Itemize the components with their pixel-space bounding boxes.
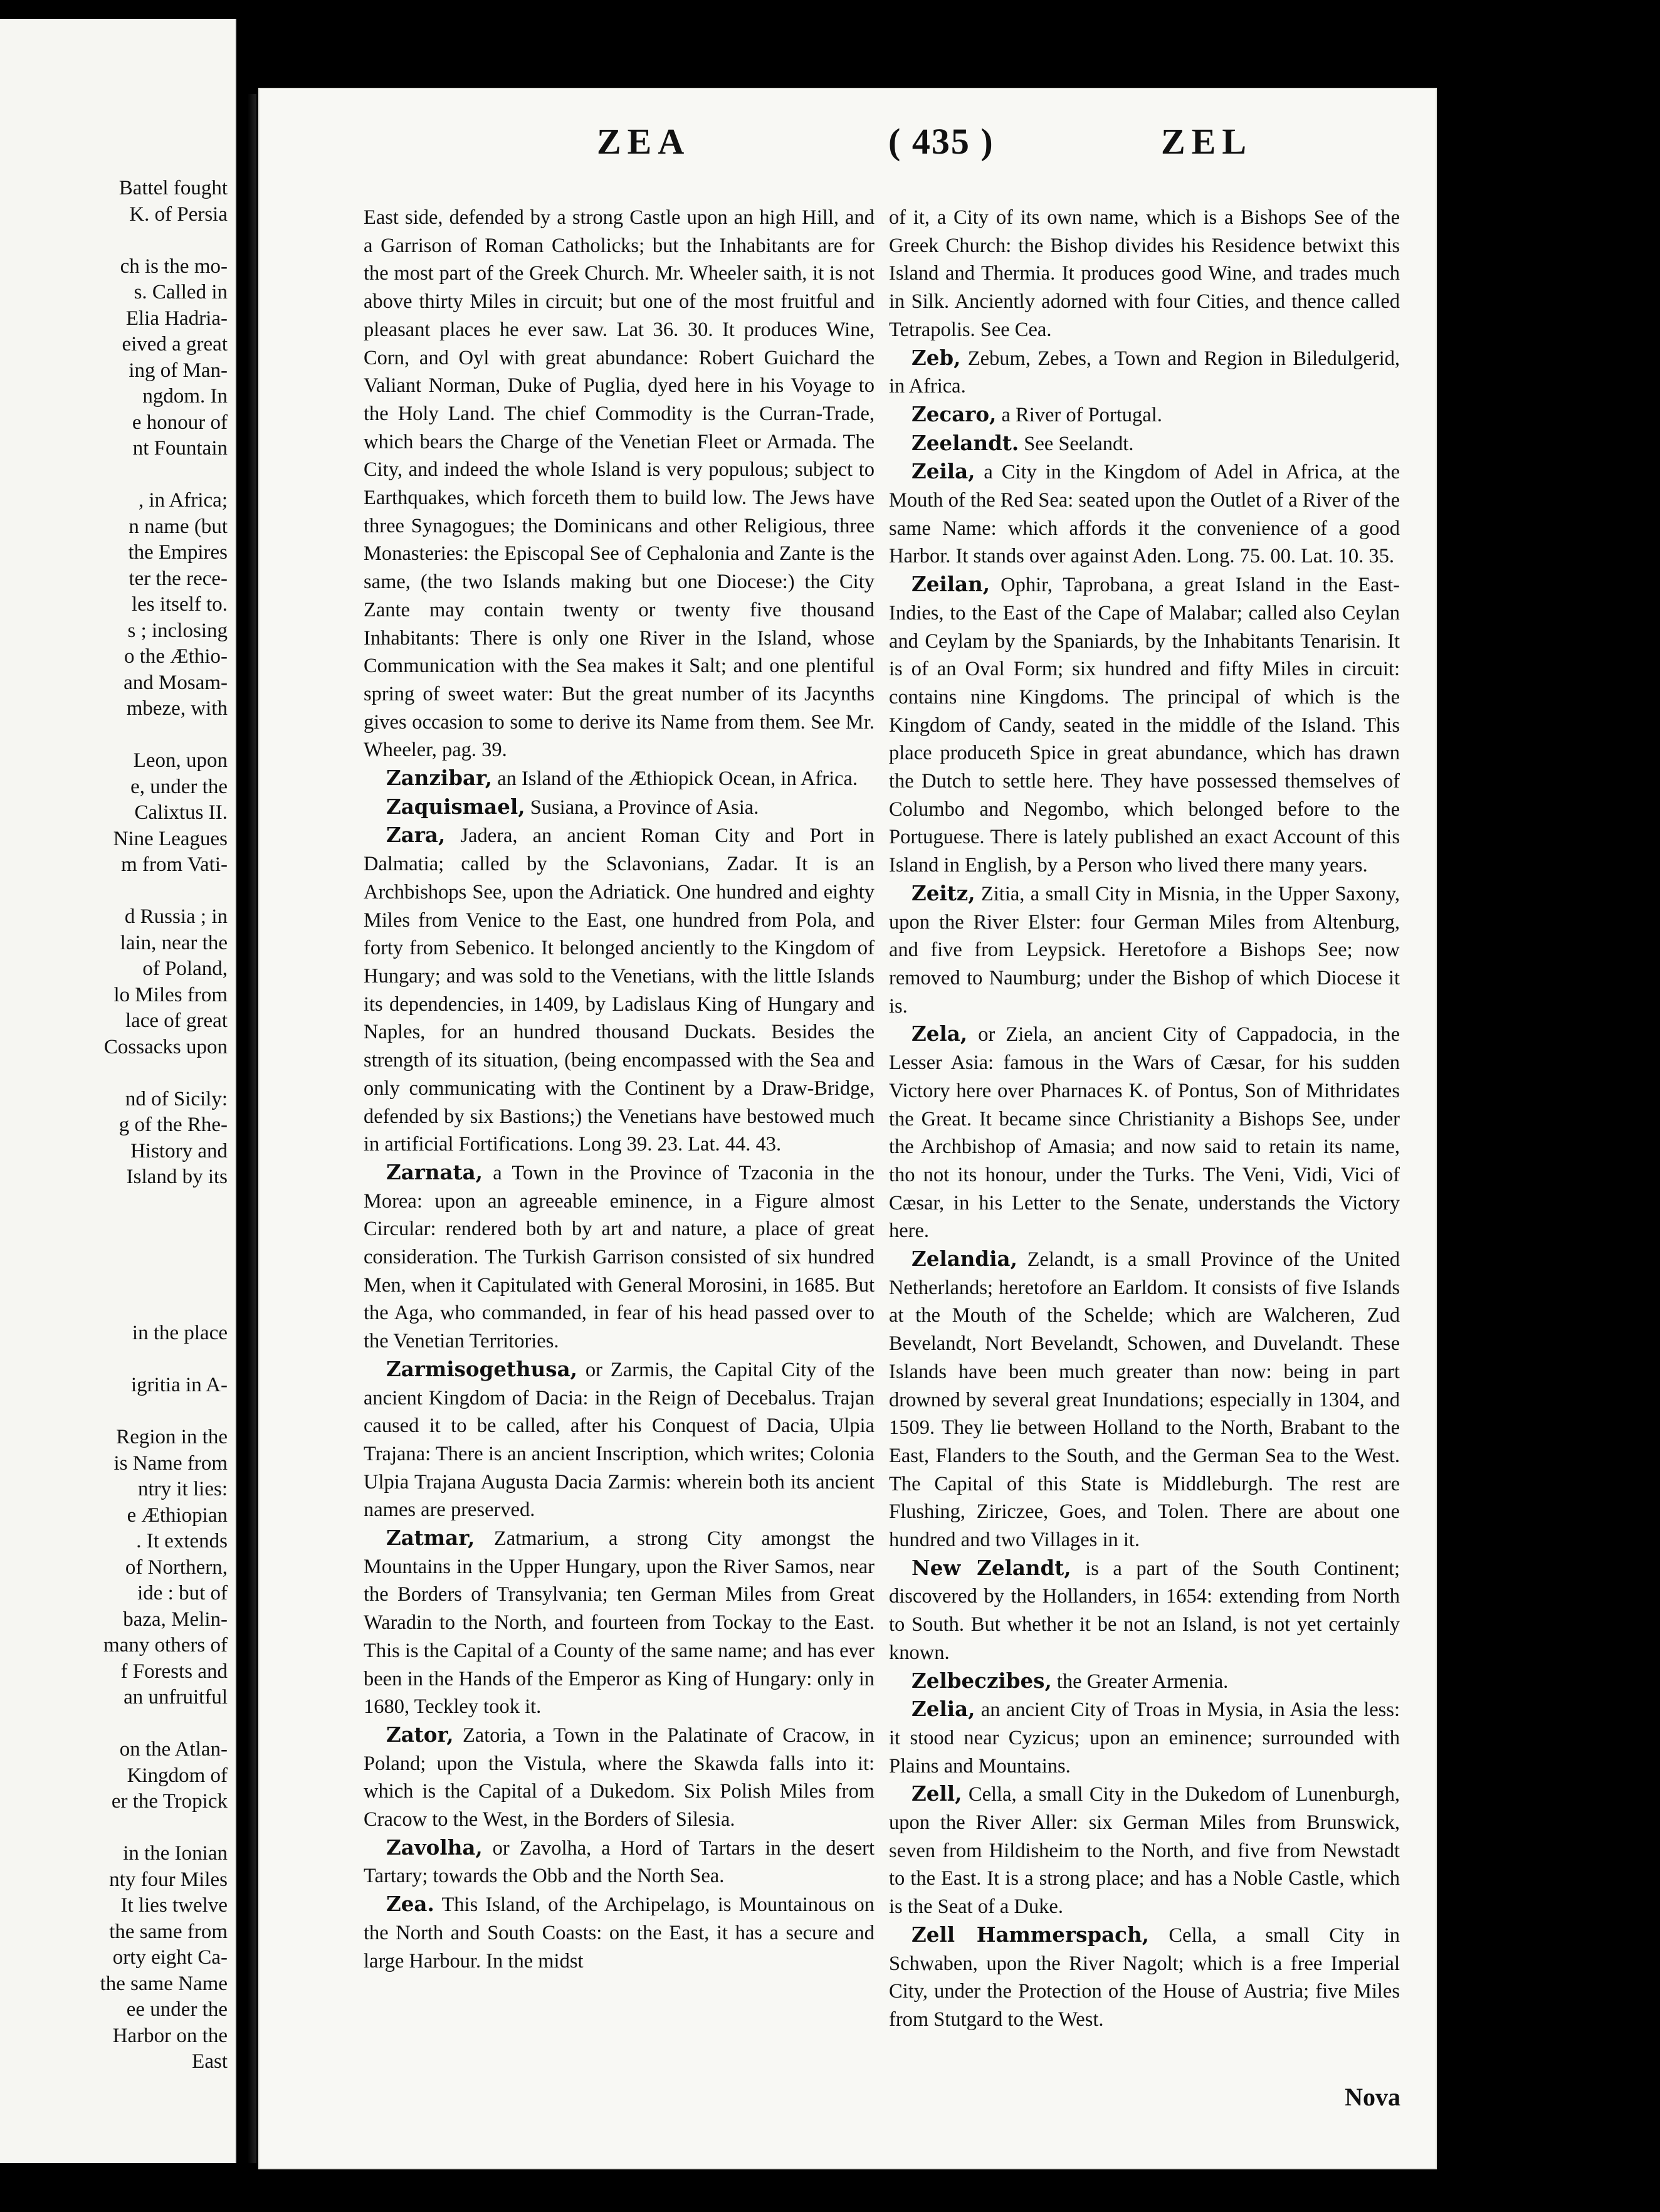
entry-headword: Zarmisogethusa, bbox=[386, 1356, 577, 1381]
entry-headword: Zara, bbox=[386, 823, 446, 848]
entry-text: Ophir, Taprobana, a great Island in the East-Indies, to the East of the Cape of Malabar; called also Ceylan and Ceylam by the Spaniards, by the Inhabitants Tenarisin. It is of an Oval Form; six hundred and fifty Miles in circuit: contains nine Kingdoms. The principal of which is the Kingdom of Candy, seated in the middle of the Island. This place produceth Spice in great abundance, which has drawn the Dutch to settle here. They have possessed themselves of Columbo and Negombo, which belonged before to the Portuguese. There is lately published an exact Account of this Island in English, by a Person who lived there many years. bbox=[889, 574, 1400, 877]
left-page-line: e, under the bbox=[130, 775, 228, 798]
entry bbox=[364, 204, 875, 764]
entry-headword: Zeelandt. bbox=[911, 430, 1019, 455]
entry-text: Cella, a small City in Schwaben, upon the River Nagolt; which is a free Imperial City, under the Protection of the House of Austria; five Miles from Stutgard to the West. bbox=[889, 1924, 1400, 2031]
entry-text: Jadera, an ancient Roman City and Port in Dalmatia; called by the Sclavonians, Zadar. It is an Archbishops See, upon the Adriatick. One hundred and eighty Miles from Venice to the East, one hundred from Pola, and forty from Sebenico. It belonged anciently to the Kingdom of Hungary; and was sold to the Venetians, with the little Islands its dependencies, in 1409, by Ladislaus King of Hungary and Naples, for an hundred thousand Duckats. Besides the strength of its situation, (being encompassed with the Sea and only communicating with the Continent by a Draw-Bridge, defended by six Bastions;) the Venetians have bestowed much in artificial Fortifications. Long 39. 23. Lat. 44. 43. bbox=[364, 824, 875, 1156]
left-page-line: s ; inclosing bbox=[127, 619, 228, 642]
entry-headword: Zatmar, bbox=[386, 1525, 475, 1551]
left-page-line: Nine Leagues bbox=[113, 827, 228, 850]
left-page-line: ide : but of bbox=[137, 1582, 228, 1604]
entry-text: a Town in the Province of Tzaconia in the Morea: upon an agreeable eminence, in a Figure almost Circular: rendered both by art and nature, a place of great consideration. The Turkish Garrison consisted of six hundred Men, when it Capitulated with General Morosini, in 1685. But the Aga, who commanded, in fear of his head passed over to the Venetian Territories. bbox=[364, 1161, 875, 1353]
left-page-line: er the Tropick bbox=[111, 1790, 228, 1813]
header-left: ZEA bbox=[597, 121, 691, 162]
left-page-line: K. of Persia bbox=[129, 203, 228, 226]
catchword: Nova bbox=[1345, 2083, 1400, 2111]
left-page-line: the same from bbox=[109, 1920, 228, 1943]
entry-headword: Zeitz, bbox=[911, 880, 975, 905]
entry-text: Zatmarium, a strong City amongst the Mountains in the Upper Hungary, upon the River Samos, near the Borders of Transylvania; ten German Miles from Great Waradin to the North, and fourteen from Tockay to the East. This is the Capital of a County of the same name; and has ever been in the Hands of the Emperor as King of Hungary: only in 1680, Teckley took it. bbox=[364, 1527, 875, 1719]
entry bbox=[364, 764, 875, 793]
running-header bbox=[258, 120, 1437, 177]
entry-text: the Greater Armenia. bbox=[1051, 1670, 1229, 1693]
left-page-line: lo Miles from bbox=[113, 983, 228, 1006]
column-left bbox=[364, 204, 875, 1975]
entry-text: a River of Portugal. bbox=[996, 403, 1162, 426]
gutter-shadow bbox=[248, 94, 256, 2163]
left-page-line: e Æthiopian bbox=[127, 1504, 228, 1527]
left-page-line: History and bbox=[130, 1139, 228, 1162]
entry bbox=[889, 1667, 1400, 1696]
entry-headword: Zea. bbox=[386, 1892, 434, 1917]
left-page-line: Island by its bbox=[126, 1166, 228, 1188]
entry bbox=[364, 1721, 875, 1834]
entry-headword: Zeilan, bbox=[911, 572, 990, 597]
left-page-line: mbeze, with bbox=[126, 697, 228, 720]
entry bbox=[364, 1890, 875, 1975]
entry-headword: Zell, bbox=[911, 1781, 962, 1806]
entry bbox=[364, 1159, 875, 1356]
left-page-line: of Northern, bbox=[125, 1556, 228, 1579]
left-page-line: m from Vati- bbox=[121, 853, 228, 876]
left-page-line: s. Called in bbox=[134, 281, 228, 303]
left-page-line: Leon, upon bbox=[133, 749, 228, 772]
entry-text: or Zavolha, a Hord of Tartars in the desert Tartary; towards the Obb and the North Sea. bbox=[364, 1836, 875, 1888]
left-page-line: in the Ionian bbox=[123, 1842, 228, 1865]
left-page-line: It lies twelve bbox=[120, 1894, 228, 1917]
left-page-line: the same Name bbox=[100, 1972, 228, 1995]
left-page-fragment bbox=[0, 19, 236, 2163]
entry-headword: Zeb, bbox=[911, 345, 961, 370]
entry-headword: New Zelandt, bbox=[911, 1555, 1071, 1580]
left-page-line: ee under the bbox=[126, 1998, 228, 2021]
left-page-line: nty four Miles bbox=[109, 1868, 228, 1891]
entry-text: Zitia, a small City in Misnia, in the Upper Saxony, upon the River Elster: four German Miles from Altenburg, and five from Leypsick. Heretofore a Bishops See; now removed to Naumburg; under the Bishop of which Diocese it is. bbox=[889, 882, 1400, 1018]
left-page-line: East bbox=[192, 2050, 228, 2073]
left-page-line: ngdom. In bbox=[142, 385, 228, 408]
left-page-line: baza, Melin- bbox=[123, 1608, 228, 1631]
entry-text: Zelandt, is a small Province of the United Netherlands; heretofore an Earldom. It consists of five Islands at the Mouth of the Schelde; which are Walcheren, Zud Bevelandt, Nort Bevelandt, Schowen, and Duvelandt. These Islands have been much greater than now: being in part drowned by several great Inundations; especially in 1304, and 1509. They lie between Holland to the North, Brabant to the East, Flanders to the South, and the German Sea to the West. The Capital of this State is Middleburgh. The rest are Flushing, Ziriczee, Goes, and Tolen. There are about one hundred and two Villages in it. bbox=[889, 1248, 1400, 1552]
left-page-line: f Forests and bbox=[120, 1660, 228, 1683]
entry bbox=[364, 793, 875, 822]
entry-text: of it, a City of its own name, which is a Bishops See of the Greek Church: the Bishop divides his Residence betwixt this Island and Thermia. It produces good Wine, and trades much in Silk. Anciently adorned with four Cities, and thence called Tetrapolis. See Cea. bbox=[889, 206, 1400, 341]
left-page-line: lain, near the bbox=[120, 931, 228, 954]
entry bbox=[889, 1554, 1400, 1667]
entry bbox=[889, 204, 1400, 344]
left-page-line: ter the rece- bbox=[129, 567, 228, 590]
main-page bbox=[258, 88, 1437, 2169]
left-page-line: Battel fought bbox=[118, 177, 228, 199]
left-page-line: ntry it lies: bbox=[138, 1478, 228, 1500]
left-page-line: d Russia ; in bbox=[124, 905, 228, 928]
entry bbox=[889, 571, 1400, 880]
column-right bbox=[889, 204, 1400, 2034]
left-page-line: Calixtus II. bbox=[134, 801, 228, 824]
entry-headword: Zeila, bbox=[911, 459, 975, 484]
entry-text: or Ziela, an ancient City of Cappadocia, in the Lesser Asia: famous in the Wars of Cæsar, for his sudden Victory here over Pharnaces K. of Pontus, Son of Mithridates the Great. It became since Christianity a Bishops See, under the Archbishop of Amasia; and now said to retain its name, tho not its honour, under the Turks. The Veni, Vidi, Vici of Cæsar, in his Letter to the Senate, understands the Victory here. bbox=[889, 1023, 1400, 1243]
entry bbox=[364, 1834, 875, 1890]
entry-text: Susiana, a Province of Asia. bbox=[525, 796, 759, 819]
left-page-line: the Empires bbox=[128, 541, 228, 564]
entry-text: Cella, a small City in the Dukedom of Lunenburgh, upon the River Aller: six German Miles from Brunswick, seven from Hildisheim to the North, and five from Newstadt to the East. It is a strong place; and has a Noble Castle, which is the Seat of a Duke. bbox=[889, 1783, 1400, 1919]
entry bbox=[889, 1695, 1400, 1780]
entry-text: a City in the Kingdom of Adel in Africa, at the Mouth of the Red Sea: seated upon the Outlet of a River of the same Name: which affords it the convenience of a good Harbor. It stands over against Aden. Long. 75. 00. Lat. 10. 35. bbox=[889, 461, 1400, 568]
entry-headword: Zelandia, bbox=[911, 1246, 1017, 1272]
left-page-line: . It extends bbox=[136, 1530, 228, 1552]
entry-text: or Zarmis, the Capital City of the ancient Kingdom of Dacia: in the Reign of Decebalus. Trajan caused it to be called, after his Conquest of Dacia, Ulpia Trajana: There is an ancient Inscription, which writes; Colonia Ulpia Trajana Augusta Dacia Zarmis: wherein both its ancient names are preserved. bbox=[364, 1358, 875, 1522]
left-page-line: lace of great bbox=[125, 1009, 228, 1032]
left-page-line: on the Atlan- bbox=[119, 1738, 228, 1761]
left-page-line: and Mosam- bbox=[123, 671, 228, 694]
left-page-line: in the place bbox=[132, 1322, 228, 1344]
entry-headword: Zelbeczibes, bbox=[911, 1668, 1052, 1693]
left-page-line: nd of Sicily: bbox=[125, 1087, 228, 1110]
left-page-line: n name (but bbox=[129, 515, 228, 538]
left-page-line: orty eight Ca- bbox=[112, 1946, 228, 1969]
left-page-line: Elia Hadria- bbox=[125, 307, 228, 330]
entry bbox=[889, 1020, 1400, 1245]
entry-text: an Island of the Æthiopick Ocean, in Africa. bbox=[492, 767, 858, 791]
entry-text: is a part of the South Continent; discovered by the Hollanders, in 1654: extending from North to South. But whether it be not an Island, is not yet certainly known. bbox=[889, 1557, 1400, 1664]
left-page-line: ch is the mo- bbox=[120, 255, 228, 278]
entry-headword: Zator, bbox=[386, 1722, 454, 1747]
entry bbox=[889, 458, 1400, 571]
entry bbox=[889, 401, 1400, 429]
entry-text: Zebum, Zebes, a Town and Region in Biledulgerid, in Africa. bbox=[889, 347, 1400, 398]
entry bbox=[889, 880, 1400, 1021]
entry-headword: Zecaro, bbox=[911, 401, 997, 426]
left-page-line: g of the Rhe- bbox=[118, 1114, 228, 1136]
entry bbox=[889, 1921, 1400, 2034]
left-page-line: les itself to. bbox=[131, 593, 228, 616]
left-page-line: Region in the bbox=[116, 1426, 228, 1448]
entry-headword: Zela, bbox=[911, 1021, 968, 1046]
left-page-line: Cossacks upon bbox=[103, 1035, 228, 1058]
entry bbox=[364, 821, 875, 1158]
left-page-line: many others of bbox=[103, 1634, 228, 1656]
page-number: ( 435 ) bbox=[888, 121, 994, 162]
left-page-line: e honour of bbox=[132, 411, 228, 434]
entry-text: East side, defended by a strong Castle upon an high Hill, and a Garrison of Roman Catholicks; but the Inhabitants are for the most part of the Greek Church. Mr. Wheeler saith, it is not above thirty Miles in circuit; but one of the most fruitful and pleasant places he ever saw. Lat 36. 30. It produces Wine, Corn, and Oyl with great abundance: Robert Guichard the Valiant Norman, Duke of Puglia, dyed here in his Voyage to the Holy Land. The chief Commodity is the Curran-Trade, which bears the Charge of the Venetian Fleet or Armada. The City, and indeed the whole Island is very populous; subject to Earthquakes, which forceth them to build low. The Jews have three Synagogues; the Dominicans and other Religious, three Monasteries: the Episcopal See of Cephalonia and Zante is the same, (the two Islands making but one Diocese:) the City Zante may contain twenty or twenty five thousand Inhabitants: There is only one River in the Island, whose Communication with the Sea makes it Salt; and one plentiful spring of sweet water: But the great number of its Jacynths gives occasion to some to derive its Name from them. See Mr. Wheeler, pag. 39. bbox=[364, 206, 875, 762]
left-page-line: ing of Man- bbox=[129, 359, 228, 382]
entry-text: See Seelandt. bbox=[1019, 432, 1134, 455]
entry bbox=[889, 429, 1400, 458]
entry-headword: Zaquismael, bbox=[386, 794, 525, 819]
entry-text: an ancient City of Troas in Mysia, in Asia the less: it stood near Cyzicus; upon an eminence; surrounded with Plains and Mountains. bbox=[889, 1698, 1400, 1778]
left-page-line: igritia in A- bbox=[131, 1374, 228, 1396]
left-page-line: is Name from bbox=[113, 1451, 228, 1475]
entry-text: Zatoria, a Town in the Palatinate of Cracow, in Poland; upon the Vistula, where the Skawda falls into it: which is the Capital of a Dukedom. Six Polish Miles from Cracow to the West, in the Borders of Silesia. bbox=[364, 1724, 875, 1831]
entry bbox=[364, 1356, 875, 1524]
entry-headword: Zell Hammerspach, bbox=[911, 1922, 1149, 1947]
left-page-line: o the Æthio- bbox=[124, 645, 228, 668]
entry bbox=[364, 1524, 875, 1721]
entry bbox=[889, 344, 1400, 401]
left-page-line: eived a great bbox=[122, 333, 228, 356]
entry-headword: Zavolha, bbox=[386, 1835, 483, 1860]
entry-headword: Zelia, bbox=[911, 1697, 975, 1722]
entry-headword: Zanzibar, bbox=[386, 766, 493, 791]
left-page-line: an unfruitful bbox=[123, 1686, 228, 1709]
entry bbox=[889, 1780, 1400, 1921]
left-page-line: of Poland, bbox=[142, 957, 228, 980]
header-right: ZEL bbox=[1161, 121, 1253, 162]
left-page-line: nt Fountain bbox=[132, 437, 228, 460]
left-page-line: Kingdom of bbox=[127, 1764, 228, 1787]
entry-text: This Island, of the Archipelago, is Mountainous on the North and South Coasts: on the East, it has a secure and large Harbour. In the midst bbox=[364, 1893, 875, 1972]
left-page-line: , in Africa; bbox=[138, 489, 228, 512]
left-page-line: Harbor on the bbox=[112, 2024, 228, 2047]
entry-headword: Zarnata, bbox=[386, 1159, 483, 1184]
entry bbox=[889, 1245, 1400, 1554]
